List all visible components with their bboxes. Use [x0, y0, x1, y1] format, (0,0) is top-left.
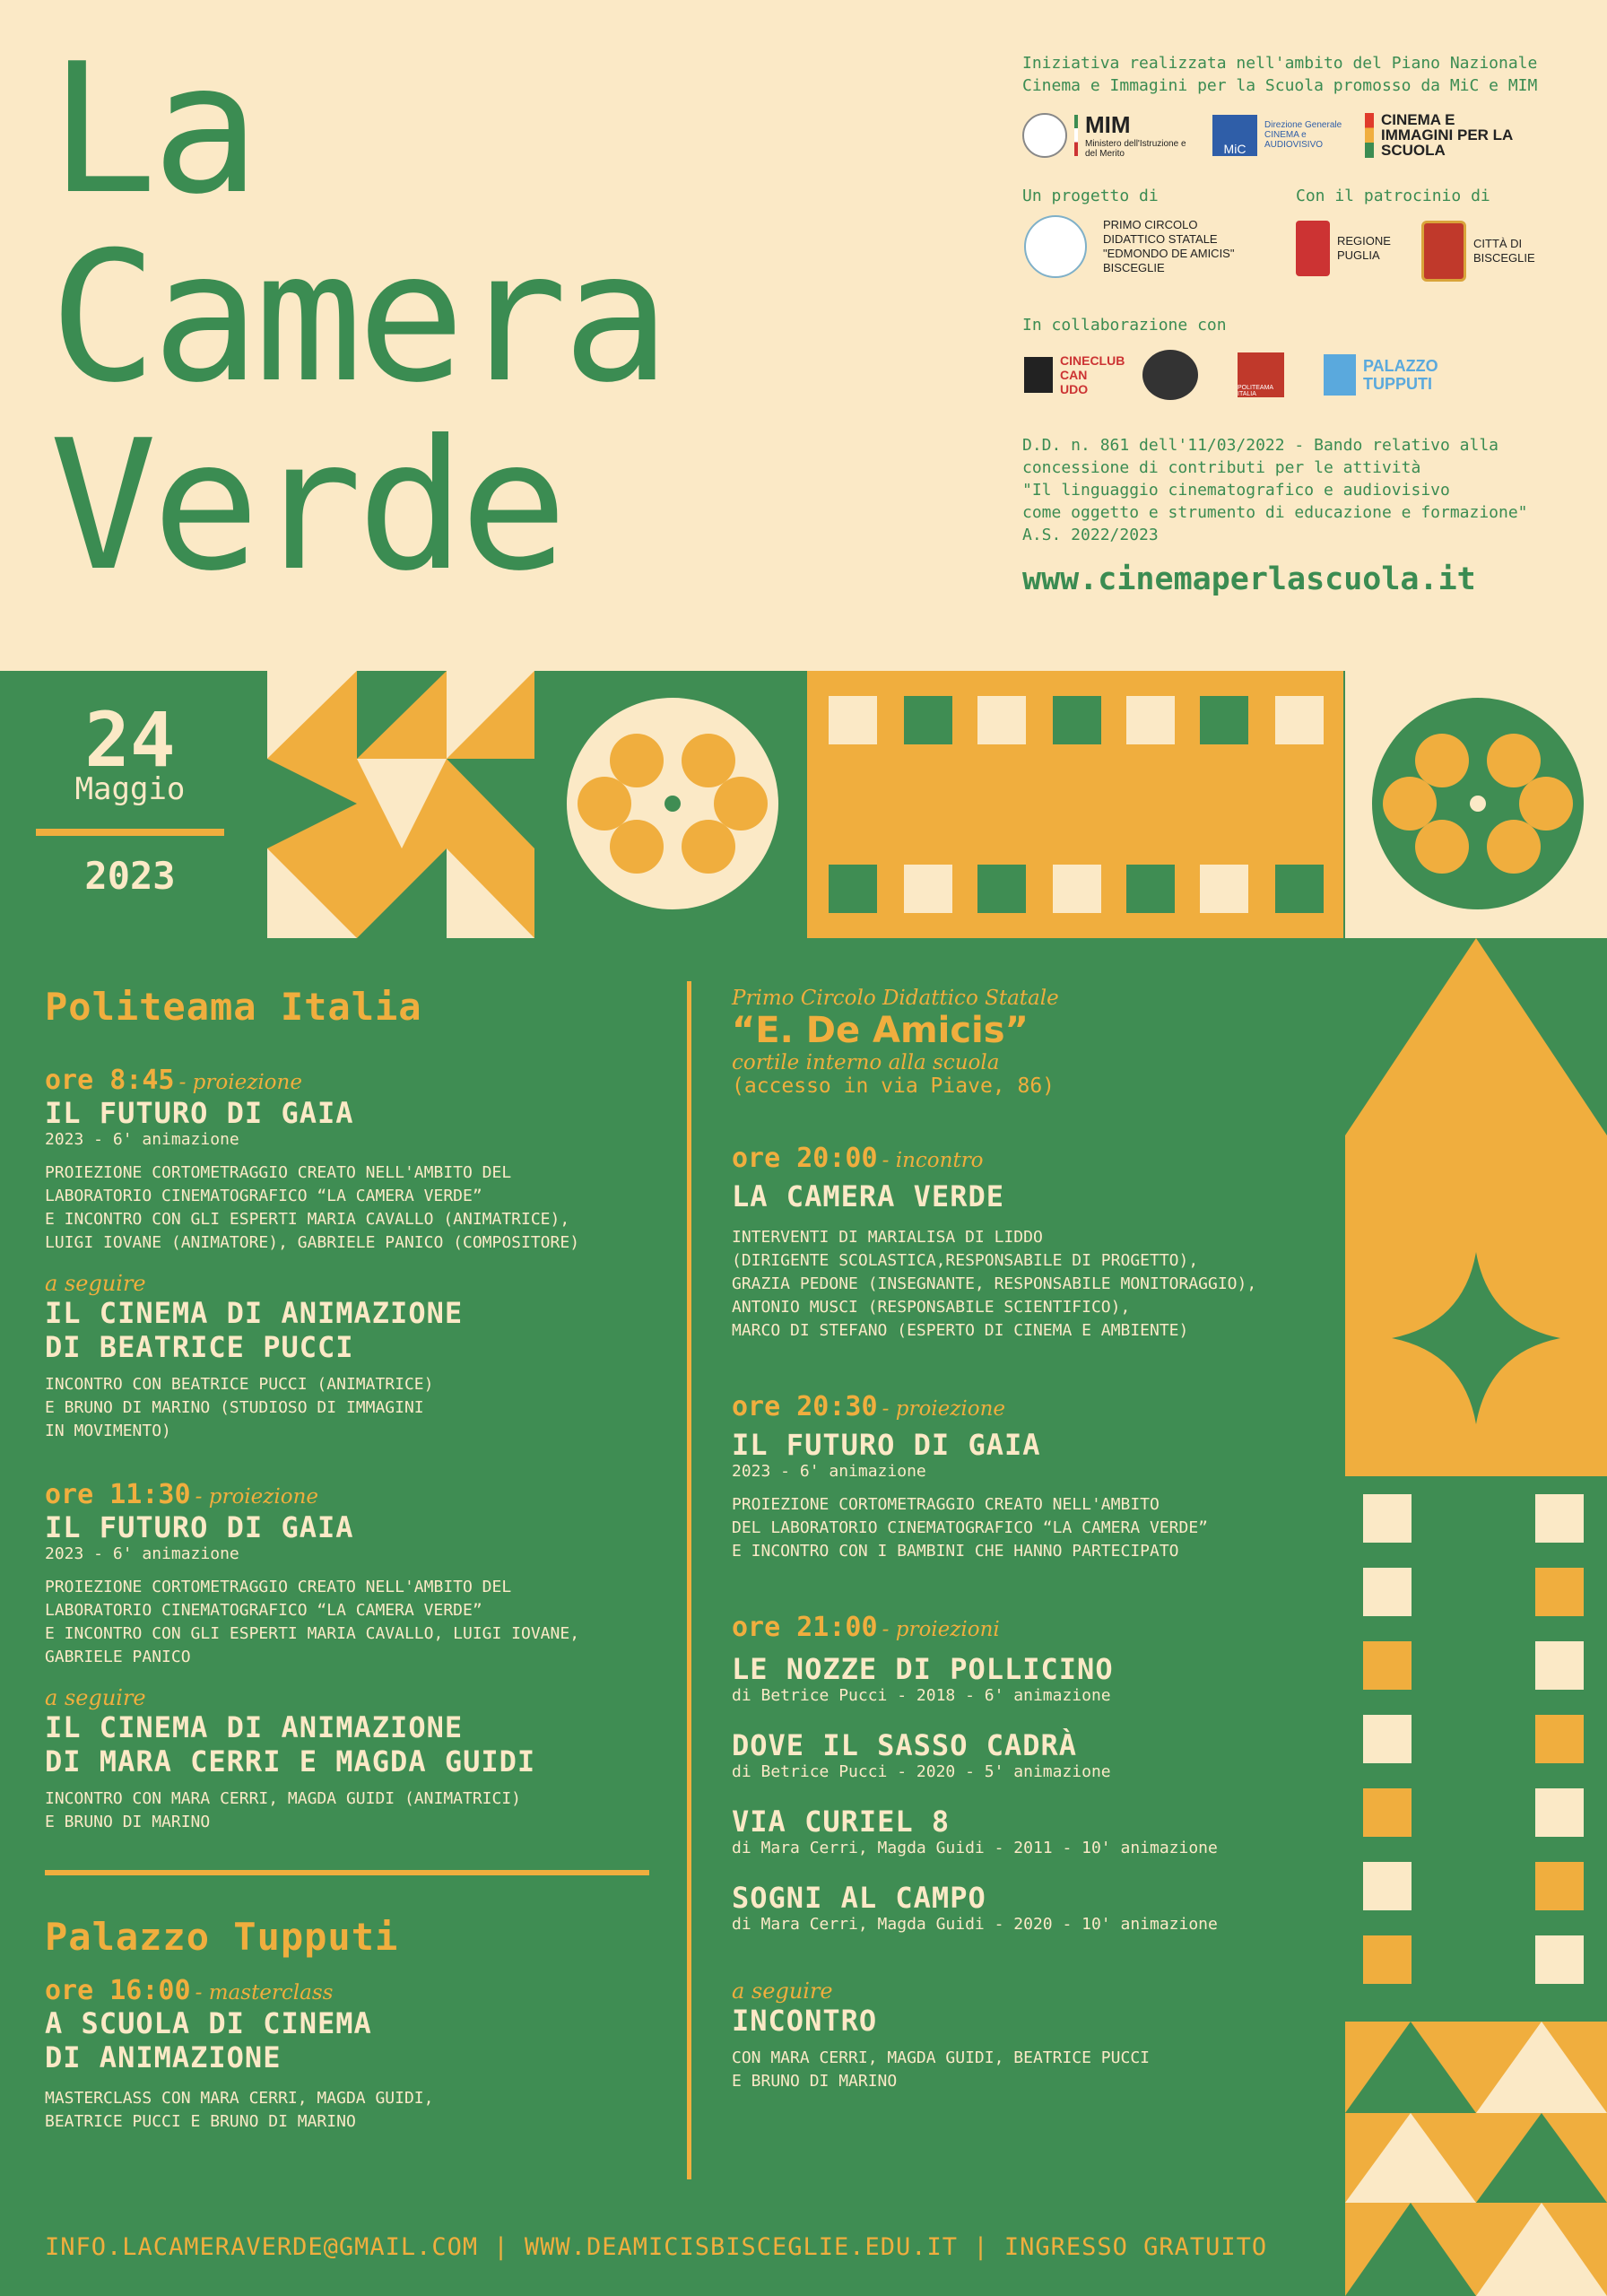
film-reel-icon-2: [1372, 698, 1584, 909]
tupputi-logo: PALAZZO TUPPUTI: [1324, 354, 1446, 396]
right-column: [732, 987, 1342, 2093]
film-title: SOGNI AL CAMPO: [732, 1881, 986, 1915]
event-meta: 2023 - 6' animazione: [45, 1130, 239, 1149]
title-line-1: La: [49, 25, 255, 234]
decorative-column: [1345, 938, 1607, 2296]
footer-contacts[interactable]: INFO.LACAMERAVERDE@GMAIL.COM | WWW.DEAMICISBISCEGLIE.EDU.IT | INGRESSO GRATUITO: [45, 2233, 1268, 2261]
event-time: ore 21:00 - proiezioni: [732, 1612, 1000, 1643]
event-desc: INCONTRO CON MARA CERRI, MAGDA GUIDI (ANIMATRICI) E BRUNO DI MARINO: [45, 1789, 522, 1831]
collab-logos: [1024, 350, 1446, 400]
event-meta: 2023 - 6' animazione: [732, 1462, 926, 1481]
decree-text: D.D. n. 861 dell'11/03/2022 - Bando relativo alla concessione di contributi per le attività "Il linguaggio cinematografico e audiovisivo come oggetto e strumento di educazione e formazione" A.S. 2022/2023: [1022, 436, 1528, 544]
venue-line-3: (accesso in via Piave, 86): [732, 1074, 1055, 1098]
a-seguire-label: a seguire: [45, 1685, 146, 1710]
event-desc: MASTERCLASS CON MARA CERRI, MAGDA GUIDI, BEATRICE PUCCI E BRUNO DI MARINO: [45, 2089, 434, 2131]
shield-icon: [1296, 221, 1330, 276]
event-title: IL FUTURO DI GAIA: [45, 1096, 354, 1130]
event-desc: INCONTRO CON BEATRICE PUCCI (ANIMATRICE) E BRUNO DI MARINO (STUDIOSO DI IMMAGINI IN MOVIMENTO): [45, 1375, 434, 1440]
event-desc: PROIEZIONE CORTOMETRAGGIO CREATO NELL'AMBITO DEL LABORATORIO CINEMATOGRAFICO “LA CAMERA VERDE” E INCONTRO CON GLI ESPERTI MARIA CAVALLO, LUIGI IOVANE, GABRIELE PANICO: [45, 1578, 580, 1666]
event-desc: PROIEZIONE CORTOMETRAGGIO CREATO NELL'AMBITO DEL LABORATORIO CINEMATOGRAFICO “LA CAMERA VERDE” E INCONTRO CON GLI ESPERTI MARIA CAVALLO (ANIMATRICE), LUIGI IOVANE (ANIMATORE), GABRIELE PANICO (COMPOSITORE): [45, 1163, 580, 1252]
venue-line-2: cortile interno alla scuola: [732, 1051, 1000, 1074]
event-desc: INTERVENTI DI MARIALISA DI LIDDO (DIRIGENTE SCOLASTICA,RESPONSABILE DI PROGETTO), GRAZIA PEDONE (INSEGNANTE, RESPONSABILE MONITORAGGIO), ANTONIO MUSCI (RESPONSABILE SCIENTIFICO), MARCO DI STEFANO (ESPERTO DI CINEMA E AMBIENTE): [732, 1228, 1257, 1340]
logos-top: [1022, 111, 1524, 159]
date-block: [36, 696, 224, 898]
event-time: ore 20:00 - incontro: [732, 1143, 984, 1174]
date-year: 2023: [84, 854, 176, 898]
initiative-text: Iniziativa realizzata nell'ambito del Piano Nazionale Cinema e Immagini per la Scuola promosso da MiC e MIM: [1022, 54, 1538, 95]
collab-emblem-logo: [1142, 350, 1198, 400]
cinema-scuola-logo: CINEMA E IMMAGINI PER LA SCUOLA: [1365, 112, 1524, 158]
mim-logo: MIM Ministero dell'Istruzione e del Merito: [1022, 111, 1193, 159]
event-time: ore 16:00 - masterclass: [45, 1975, 334, 2006]
event-time: ore 20:30 - proiezione: [732, 1391, 1006, 1422]
film-reel-icon: [567, 698, 778, 909]
date-month: Maggio: [74, 771, 186, 807]
section-divider: [45, 1870, 649, 1875]
a-seguire-label: a seguire: [732, 1979, 833, 2004]
event-title: A SCUOLA DI CINEMA DI ANIMAZIONE: [45, 2006, 372, 2074]
regione-logo: REGIONE PUGLIA: [1296, 221, 1391, 276]
film-title: LE NOZZE DI POLLICINO: [732, 1652, 1114, 1686]
website-link[interactable]: www.cinemaperlascuola.it: [1022, 561, 1476, 597]
progetto-logo: PRIMO CIRCOLO DIDATTICO STATALE "EDMONDO DE AMICIS" BISCEGLIE: [1024, 215, 1234, 278]
film-list: [732, 1652, 1342, 1934]
film-meta: di Mara Cerri, Magda Guidi - 2020 - 10' animazione: [732, 1915, 1218, 1934]
event-desc: CON MARA CERRI, MAGDA GUIDI, BEATRICE PUCCI E BRUNO DI MARINO: [732, 2048, 1150, 2091]
event-title: IL CINEMA DI ANIMAZIONE DI MARA CERRI E MAGDA GUIDI: [45, 1710, 536, 1779]
film-meta: di Betrice Pucci - 2018 - 6' animazione: [732, 1686, 1111, 1705]
politeama-logo: POLITEAMA ITALIA: [1238, 352, 1284, 397]
crest-icon: [1421, 221, 1466, 282]
venue-tupputi: Palazzo Tupputi: [45, 1915, 399, 1959]
title-line-3: Verde: [49, 402, 563, 611]
film-title: DOVE IL SASSO CADRÀ: [732, 1728, 1078, 1762]
face-icon: [1142, 350, 1198, 400]
event-title: IL FUTURO DI GAIA: [45, 1510, 354, 1544]
a-seguire-label: a seguire: [45, 1271, 146, 1296]
poster-title: [49, 25, 665, 611]
column-divider: [687, 981, 691, 2179]
event-meta: 2023 - 6' animazione: [45, 1544, 239, 1563]
event-title: IL CINEMA DI ANIMAZIONE DI BEATRICE PUCCI: [45, 1296, 464, 1364]
event-title: INCONTRO: [732, 2004, 878, 2038]
progetto-label: Un progetto di: [1022, 187, 1159, 205]
venue-politeama: Politeama Italia: [45, 985, 422, 1029]
venue-name: “E. De Amicis”: [732, 1010, 1029, 1051]
title-line-2: Camera: [49, 213, 665, 422]
film-title: VIA CURIEL 8: [732, 1805, 951, 1839]
mic-logo: MiC Direzione Generale CINEMA e AUDIOVISIVO: [1212, 115, 1345, 156]
school-emblem-icon: [1024, 215, 1087, 278]
event-title: LA CAMERA VERDE: [732, 1179, 1004, 1213]
left-column: [45, 985, 655, 2134]
event-desc: PROIEZIONE CORTOMETRAGGIO CREATO NELL'AMBITO DEL LABORATORIO CINEMATOGRAFICO “LA CAMERA VERDE” E INCONTRO CON I BAMBINI CHE HANNO PARTECIPATO: [732, 1495, 1209, 1561]
decorative-banner: [267, 671, 1607, 938]
bisceglie-logo: CITTÀ DI BISCEGLIE: [1421, 221, 1535, 282]
film-meta: di Mara Cerri, Magda Guidi - 2011 - 10' animazione: [732, 1839, 1218, 1857]
date-day: 24: [84, 696, 176, 784]
film-meta: di Betrice Pucci - 2020 - 5' animazione: [732, 1762, 1111, 1781]
event-time: ore 11:30 - proiezione: [45, 1479, 319, 1510]
date-divider: [36, 829, 224, 836]
emblem-icon: [1022, 113, 1067, 158]
venue-line-1: Primo Circolo Didattico Statale: [732, 987, 1059, 1010]
collab-label: In collaborazione con: [1022, 316, 1227, 335]
patrocinio-label: Con il patrocinio di: [1296, 187, 1490, 205]
event-time: ore 8:45 - proiezione: [45, 1065, 302, 1096]
cineclub-logo: CINECLUB CAN UDO: [1024, 353, 1103, 396]
event-title: IL FUTURO DI GAIA: [732, 1428, 1041, 1462]
